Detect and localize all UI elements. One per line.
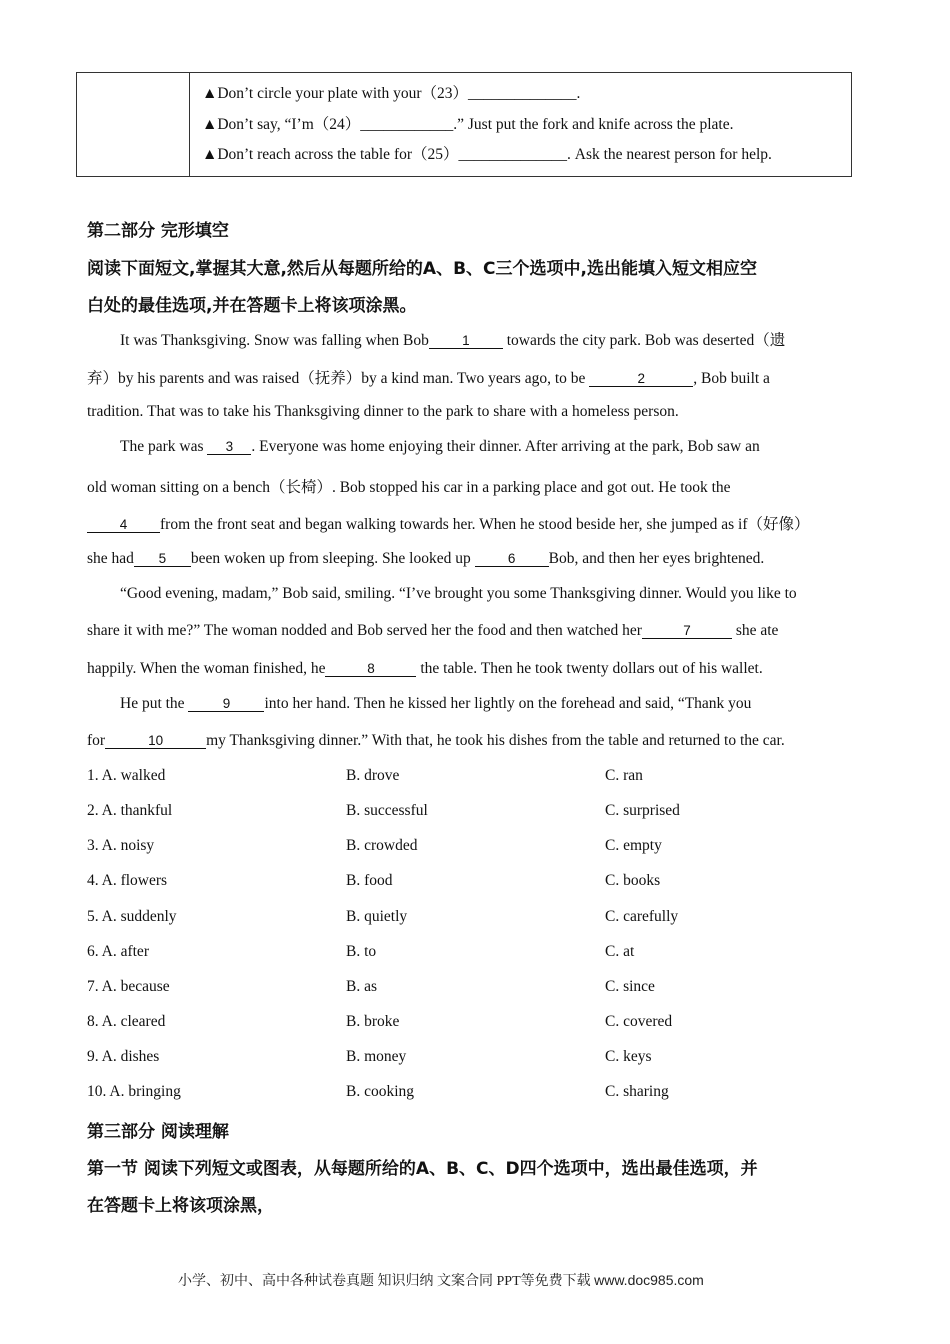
option-5c: C. carefully — [605, 908, 679, 925]
option-2c: C. surprised — [605, 802, 680, 819]
blank-5: 5 — [134, 552, 191, 567]
option-9a: 9. A. dishes — [87, 1048, 160, 1065]
blank-1: 1 — [429, 334, 503, 349]
option-1c: C. ran — [605, 767, 643, 784]
option-4a: 4. A. flowers — [87, 872, 168, 889]
blank-3: 3 — [207, 440, 251, 455]
blank-8: 8 — [325, 662, 416, 677]
blank-4: 4 — [87, 518, 160, 533]
passage-line-8: “Good evening, madam,” Bob said, smiling. “I’ve brought you some Thanksgiving dinner. Would you like to — [120, 585, 797, 602]
passage-line-3: tradition. That was to take his Thanksgiving dinner to the park to share with a homeless person. — [87, 403, 679, 420]
option-3a: 3. A. noisy — [87, 837, 155, 854]
option-1a: 1. A. walked — [87, 767, 166, 784]
option-6a: 6. A. after — [87, 943, 149, 960]
option-5a: 5. A. suddenly — [87, 908, 177, 925]
option-6c: C. at — [605, 943, 635, 960]
part3-instruction-line1: 第一节 阅读下列短文或图表，从每题所给的A、B、C、D四个选项中，选出最佳选项，并 — [87, 1159, 758, 1179]
option-3c: C. empty — [605, 837, 662, 854]
table-rule-25: ▲Don’t reach across the table for（25）______________. Ask the nearest person for help. — [202, 146, 772, 163]
option-5b: B. quietly — [346, 908, 408, 925]
table-rule-23: ▲Don’t circle your plate with your（23）______________. — [202, 85, 581, 102]
passage-line-1: It was Thanksgiving. Snow was falling when Bob 1 towards the city park. Bob was deserted（遗 — [120, 332, 786, 349]
option-10a: 10. A. bringing — [87, 1083, 181, 1100]
passage-line-11: He put the 9 into her hand. Then he kissed her lightly on the forehead and said, “Thank you — [120, 695, 752, 712]
passage-line-5: old woman sitting on a bench（长椅）. Bob stopped his car in a parking place and got out. He took the — [87, 479, 731, 496]
option-2a: 2. A. thankful — [87, 802, 173, 819]
option-7a: 7. A. because — [87, 978, 170, 995]
footer-url[interactable]: www.doc985.com — [594, 1272, 704, 1288]
option-8b: B. broke — [346, 1013, 400, 1030]
footer-text: 小学、初中、高中各种试卷真题 知识归纳 文案合同 PPT等免费下载 — [178, 1274, 595, 1289]
blank-9: 9 — [188, 697, 264, 712]
option-10c: C. sharing — [605, 1083, 669, 1100]
option-6b: B. to — [346, 943, 377, 960]
option-7b: B. as — [346, 978, 377, 995]
passage-line-9: share it with me?” The woman nodded and Bob served her the food and then watched her 7 she ate — [87, 622, 779, 639]
option-7c: C. since — [605, 978, 655, 995]
option-1b: B. drove — [346, 767, 400, 784]
option-9b: B. money — [346, 1048, 407, 1065]
option-3b: B. crowded — [346, 837, 418, 854]
passage-line-6: 4 from the front seat and began walking towards her. When he stood beside her, she jumped as if（好像） — [87, 512, 810, 534]
option-2b: B. successful — [346, 802, 428, 819]
blank-10: 10 — [105, 734, 206, 749]
part2-instruction-line2: 白处的最佳选项,并在答题卡上将该项涂黑。 — [87, 296, 417, 316]
blank-2: 2 — [589, 372, 693, 387]
page-footer — [178, 1270, 704, 1290]
part3-instruction-line2: 在答题卡上将该项涂黑， — [87, 1196, 274, 1216]
blank-7: 7 — [642, 624, 732, 639]
passage-line-7: she had 5 been woken up from sleeping. She looked up 6 Bob, and then her eyes brightened. — [87, 550, 765, 567]
option-4b: B. food — [346, 872, 393, 889]
part2-heading: 第二部分 完形填空 — [87, 221, 229, 241]
passage-line-4: The park was 3 . Everyone was home enjoying their dinner. After arriving at the park, Bob saw an — [120, 438, 760, 455]
passage-line-12: for 10 my Thanksgiving dinner.” With that, he took his dishes from the table and returned to the car. — [87, 732, 785, 749]
part3-heading: 第三部分 阅读理解 — [87, 1122, 229, 1142]
part2-instruction-line1: 阅读下面短文,掌握其大意,然后从每题所给的A、B、C三个选项中,选出能填入短文相应空 — [87, 259, 757, 279]
blank-6: 6 — [475, 552, 549, 567]
option-9c: C. keys — [605, 1048, 652, 1065]
option-4c: C. books — [605, 872, 661, 889]
table-rule-24: ▲Don’t say, “I’m（24）____________.” Just put the fork and knife across the plate. — [202, 116, 734, 133]
passage-line-2: 弃）by his parents and was raised（抚养）by a kind man. Two years ago, to be 2 , Bob built a — [87, 370, 770, 387]
option-8c: C. covered — [605, 1013, 673, 1030]
option-10b: B. cooking — [346, 1083, 415, 1100]
table-column-divider — [189, 73, 190, 176]
option-8a: 8. A. cleared — [87, 1013, 166, 1030]
passage-line-10: happily. When the woman finished, he 8 the table. Then he took twenty dollars out of his wallet. — [87, 660, 763, 677]
